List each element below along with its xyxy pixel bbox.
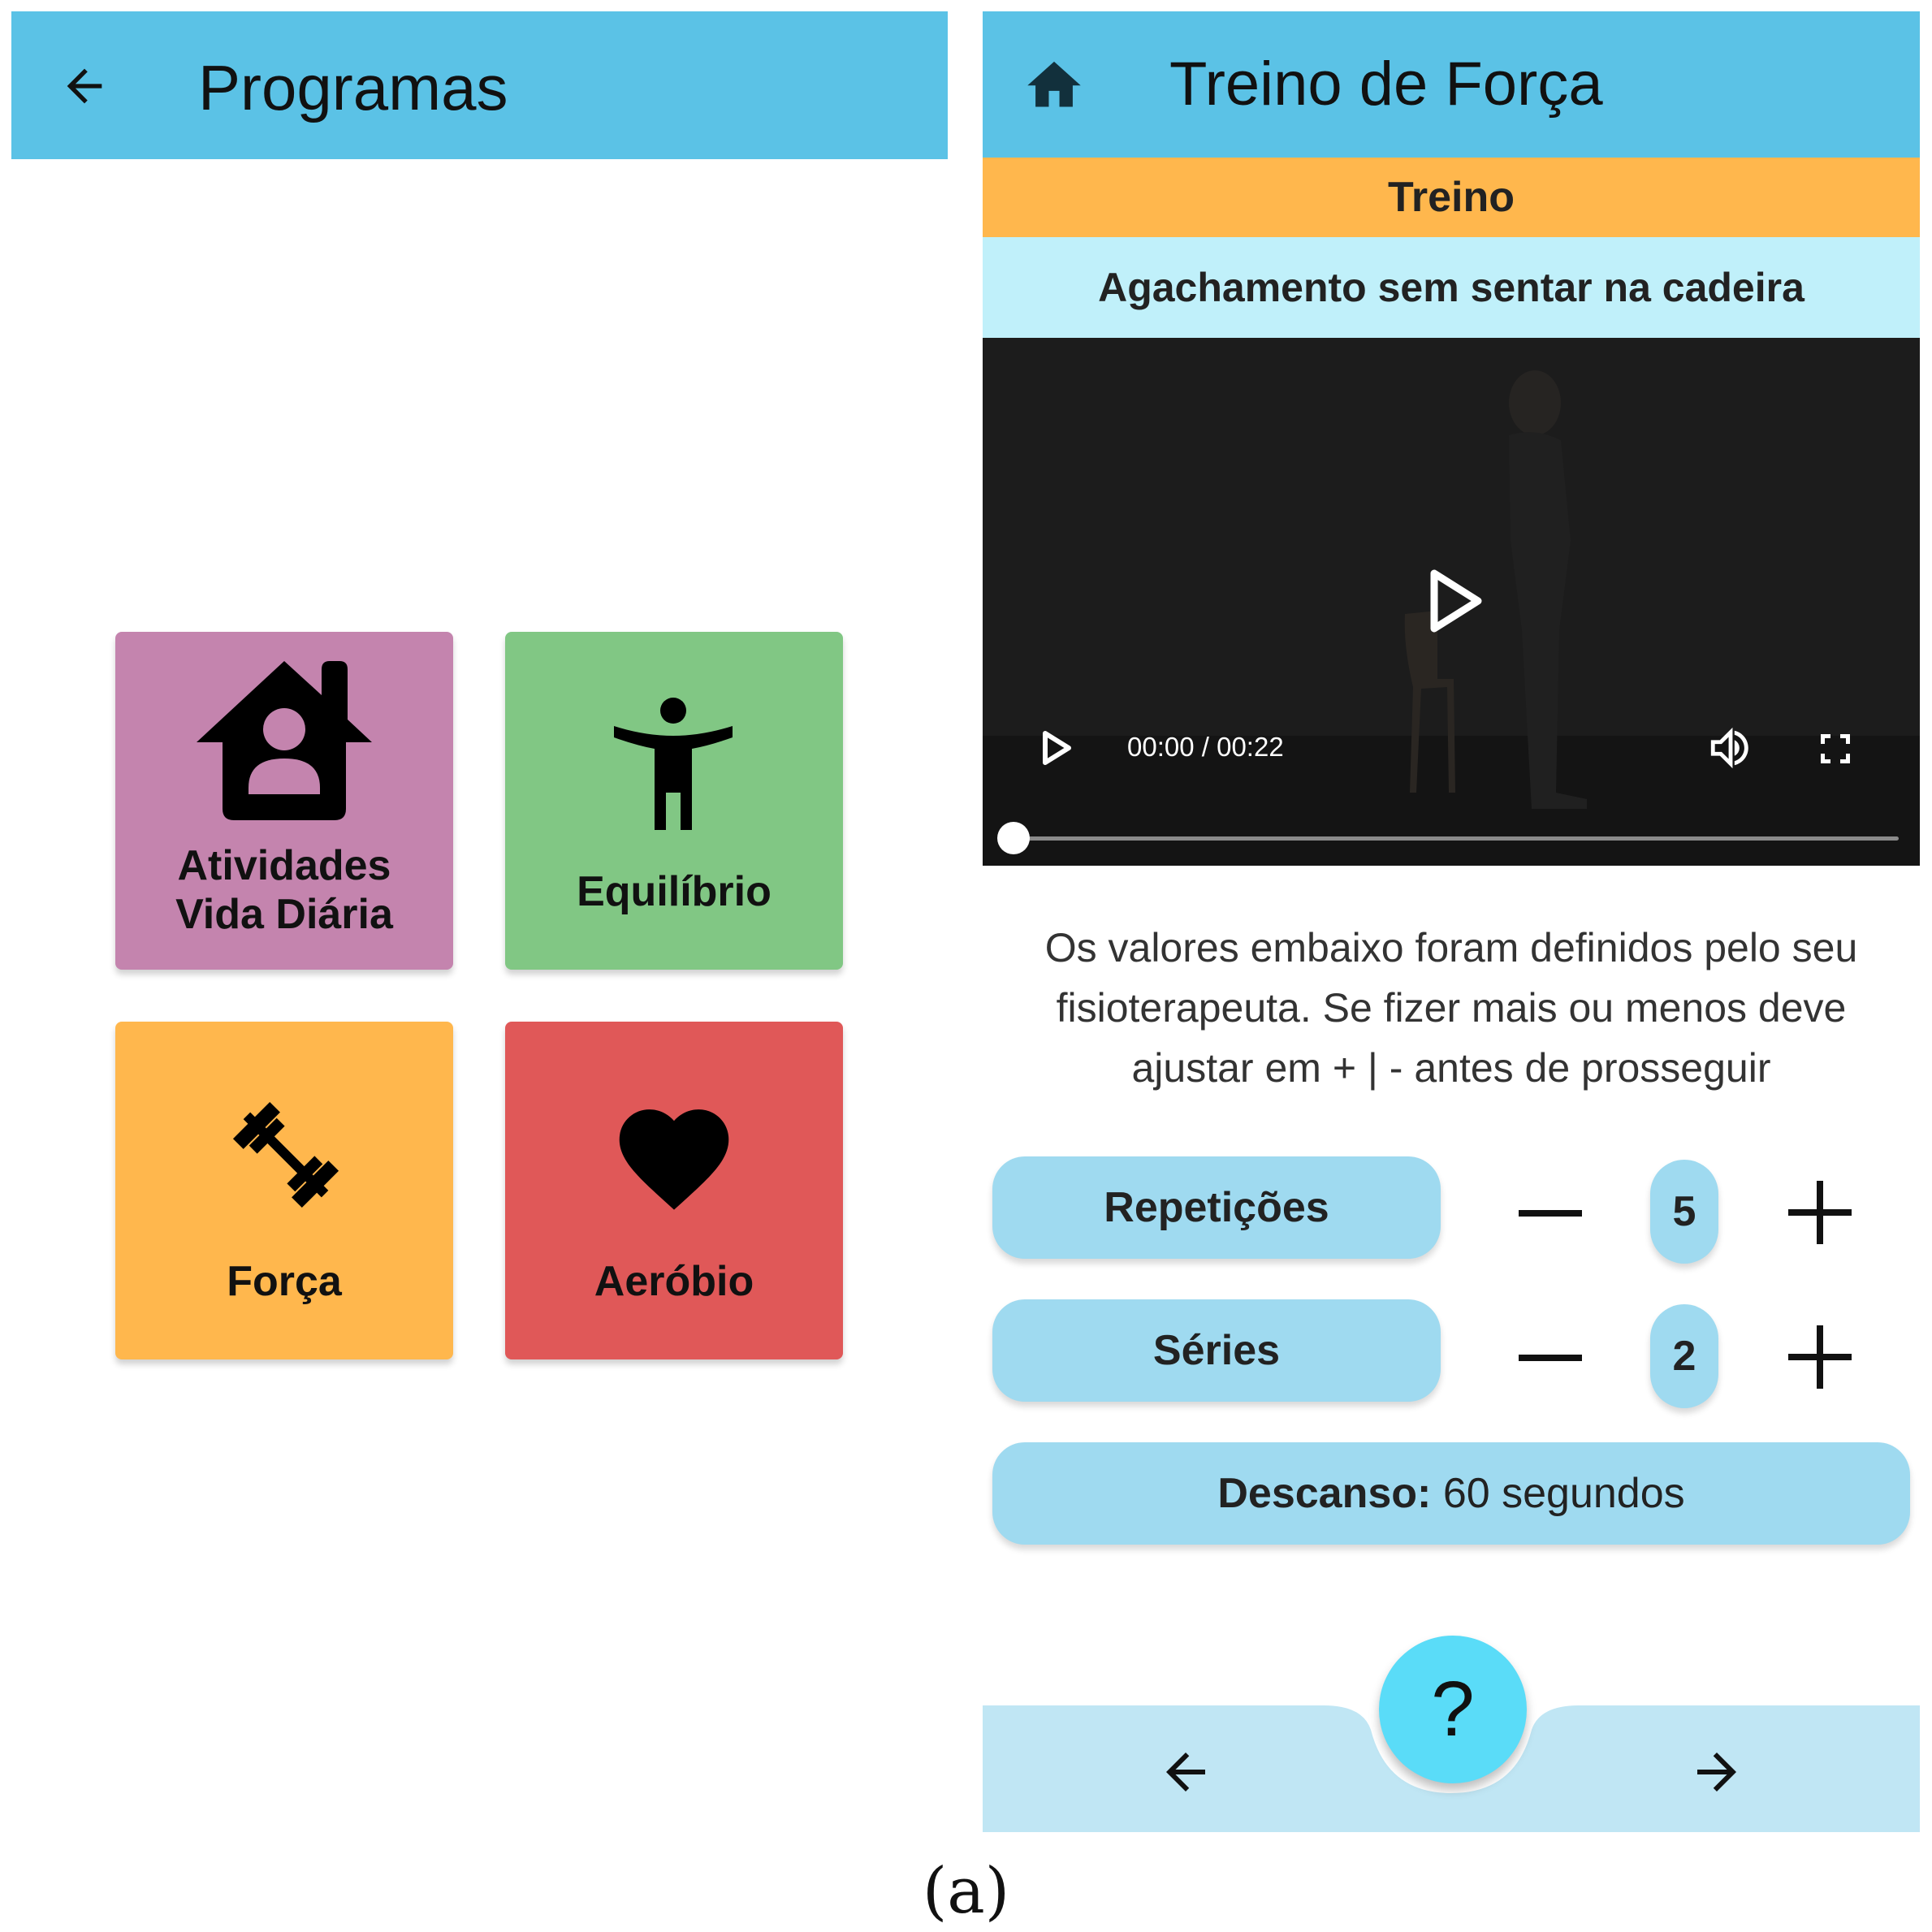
repetitions-minus-button[interactable]	[1514, 1176, 1587, 1249]
arrow-left-icon[interactable]	[1156, 1743, 1215, 1801]
repetitions-label: Repetições	[1104, 1184, 1329, 1231]
tile-label: Atividades Vida Diária	[175, 842, 393, 938]
video-player[interactable]	[983, 338, 1920, 866]
series-value: 2	[1650, 1304, 1718, 1408]
series-label-pill	[992, 1299, 1441, 1402]
volume-icon[interactable]	[1705, 724, 1756, 772]
section-header: Treino	[983, 158, 1920, 237]
dumbbell-icon	[219, 1088, 352, 1221]
video-time: 00:00 / 00:22	[1127, 732, 1284, 762]
series-minus-button[interactable]	[1514, 1320, 1587, 1394]
accessibility-figure-icon	[612, 697, 734, 830]
help-button[interactable]: ?	[1379, 1636, 1527, 1783]
program-tile-aerobic[interactable]	[505, 1022, 843, 1359]
play-overlay-icon[interactable]	[1428, 568, 1485, 633]
house-person-icon	[193, 658, 375, 820]
page-title: Programas	[198, 52, 508, 123]
repetitions-plus-button[interactable]	[1783, 1176, 1856, 1249]
page-title: Treino de Força	[1169, 50, 1603, 119]
play-icon[interactable]	[1041, 729, 1074, 767]
tile-label: Força	[227, 1258, 342, 1305]
series-plus-button[interactable]	[1783, 1320, 1856, 1394]
program-tile-balance[interactable]	[505, 632, 843, 970]
program-tile-strength[interactable]	[115, 1022, 453, 1359]
figure-caption: (a)	[922, 1855, 1010, 1928]
fullscreen-icon[interactable]	[1816, 729, 1855, 768]
arrow-right-icon[interactable]	[1688, 1743, 1746, 1801]
arrow-left-icon[interactable]	[58, 60, 110, 112]
video-progress-track[interactable]	[1012, 836, 1899, 841]
rest-value: 60 segundos	[1442, 1470, 1685, 1517]
tile-label: Equilíbrio	[577, 868, 772, 915]
exercise-title: Agachamento sem sentar na cadeira	[983, 237, 1920, 338]
program-tile-daily-activities[interactable]	[115, 632, 453, 970]
repetitions-label-pill	[992, 1156, 1441, 1259]
rest-label: Descanso:	[1217, 1470, 1432, 1517]
tile-label: Aeróbio	[594, 1258, 754, 1305]
instructions-text: Os valores embaixo foram definidos pelo seu fisioterapeuta. Se fizer mais ou menos deve ajustar em + | - antes de prosseguir	[1044, 925, 1858, 1091]
rest-pill	[992, 1442, 1910, 1545]
heart-icon	[607, 1093, 741, 1213]
home-icon[interactable]	[1022, 54, 1087, 112]
video-progress-thumb[interactable]	[997, 822, 1030, 854]
series-label: Séries	[1152, 1327, 1281, 1374]
rest-text	[992, 1442, 1910, 1545]
repetitions-value: 5	[1650, 1160, 1718, 1264]
